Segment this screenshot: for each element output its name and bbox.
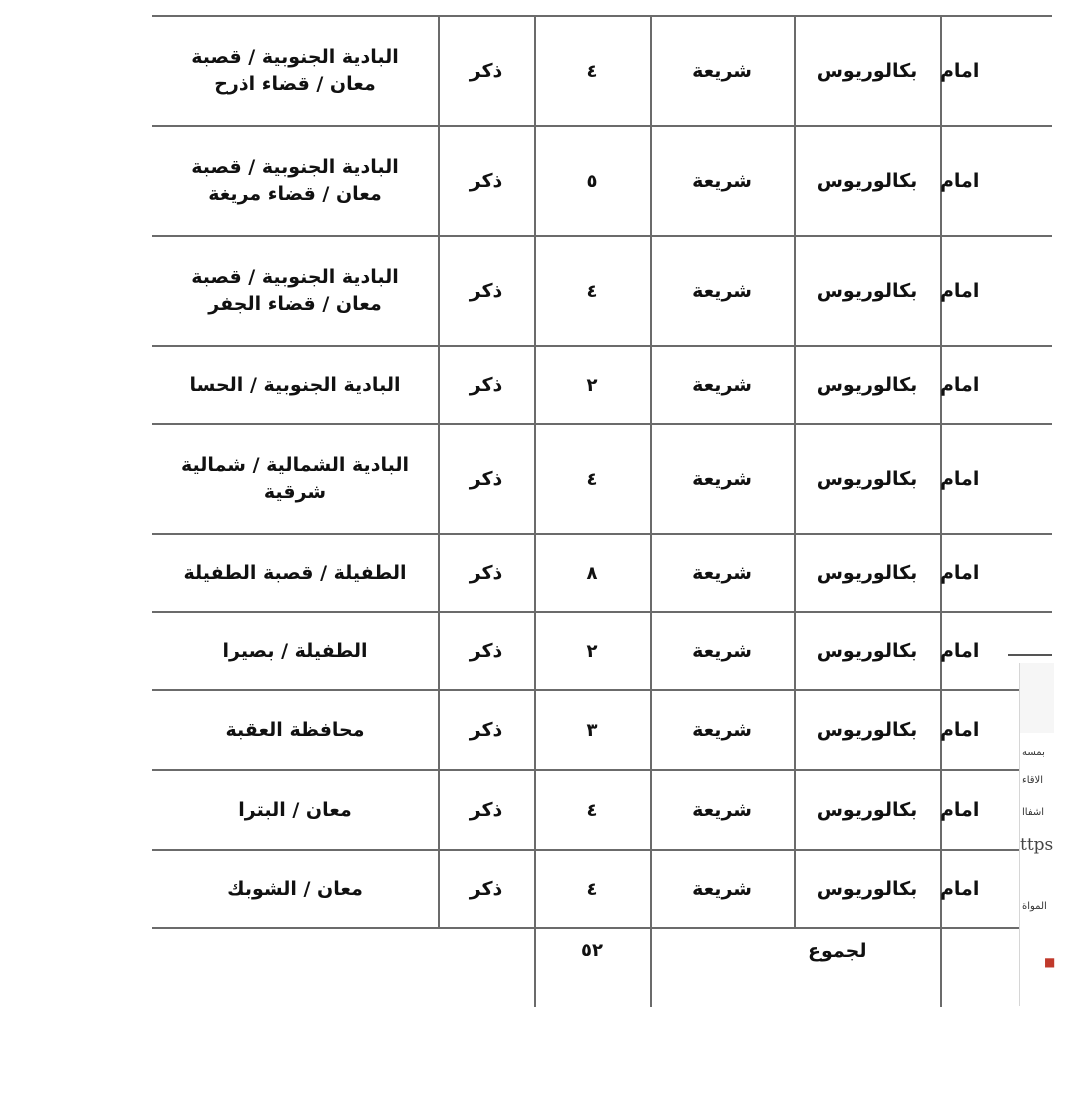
overlay-icon: ■ [1044,955,1056,969]
count-cell: ٤ [586,799,598,821]
overlay-text-line: اشفاا [1022,807,1045,818]
region-cell: البادية الجنوبية / قصبة معان / قضاء اذرح [191,46,399,95]
table-row [152,535,1052,611]
specialization-cell: شريعة [692,59,752,82]
gender-cell: ذكر [469,373,503,396]
region-cell: معان / البترا [238,798,352,821]
total-label: لجموع [808,940,867,962]
qualification-cell: بكالوريوس [816,718,918,741]
job-cell: امام [940,718,980,741]
table-row [152,347,1052,423]
gender-cell: ذكر [469,279,503,302]
table-row [152,613,1052,689]
qualification-cell: بكالوريوس [816,59,918,82]
specialization-cell: شريعة [692,877,752,900]
specialization-cell: شريعة [692,639,752,662]
overlay-text-line: الاقاء [1022,775,1044,786]
specialization-cell: شريعة [692,373,752,396]
region-cell: الطفيلة / قصبة الطفيلة [183,561,407,584]
overlay-url-fragment[interactable]: ttps [1020,835,1054,855]
region-cell: البادية الشمالية / شمالية شرقية [181,454,409,503]
specialization-cell: شريعة [692,169,752,192]
region-cell: معان / الشوبك [227,877,363,900]
qualification-cell: بكالوريوس [816,798,918,821]
job-cell: امام [940,59,980,82]
count-cell: ٢ [586,374,598,396]
qualification-cell: بكالوريوس [816,169,918,192]
qualification-cell: بكالوريوس [816,467,918,490]
table-row [152,17,1052,125]
gender-cell: ذكر [469,798,503,821]
job-cell: امام [940,798,980,821]
table-border [152,927,1052,929]
overlay-text-line: المواة [1022,901,1047,912]
gender-cell: ذكر [469,718,503,741]
job-cell: امام [940,169,980,192]
region-cell: البادية الجنوبية / قصبة معان / قضاء مريغة [191,156,399,205]
job-cell: امام [940,373,980,396]
count-cell: ٤ [586,468,598,490]
specialization-cell: شريعة [692,561,752,584]
table-row [152,691,1052,769]
gender-cell: ذكر [469,639,503,662]
gender-cell: ذكر [469,877,503,900]
table-row [152,851,1052,927]
count-cell: ٤ [586,878,598,900]
qualification-cell: بكالوريوس [816,373,918,396]
table-row [152,237,1052,345]
specialization-cell: شريعة [692,798,752,821]
job-cell: امام [940,279,980,302]
region-cell: محافظة العقبة [225,718,365,741]
count-cell: ٥ [586,170,598,192]
positions-table [152,15,1052,1007]
overlay-header [1020,663,1054,733]
qualification-cell: بكالوريوس [816,279,918,302]
table-row [152,425,1052,533]
region-cell: البادية الجنوبية / الحسا [189,373,401,396]
region-cell: البادية الجنوبية / قصبة معان / قضاء الجفر [191,266,399,315]
job-cell: امام [940,561,980,584]
count-cell: ٢ [586,640,598,662]
total-value: ٥٢ [581,940,603,961]
count-cell: ٤ [586,280,598,302]
gender-cell: ذكر [469,59,503,82]
job-cell: امام [940,639,980,662]
count-cell: ٣ [586,719,598,741]
qualification-cell: بكالوريوس [816,877,918,900]
table-row [152,127,1052,235]
overlay-text-line: بمسه [1022,747,1045,758]
overlay-divider [1008,654,1052,656]
gender-cell: ذكر [469,467,503,490]
job-cell: امام [940,467,980,490]
region-cell: الطفيلة / بصيرا [222,639,368,662]
specialization-cell: شريعة [692,279,752,302]
count-cell: ٨ [586,562,598,584]
count-cell: ٤ [586,60,598,82]
specialization-cell: شريعة [692,718,752,741]
job-cell: امام [940,877,980,900]
qualification-cell: بكالوريوس [816,561,918,584]
gender-cell: ذكر [469,561,503,584]
gender-cell: ذكر [469,169,503,192]
qualification-cell: بكالوريوس [816,639,918,662]
table-row [152,771,1052,849]
specialization-cell: شريعة [692,467,752,490]
